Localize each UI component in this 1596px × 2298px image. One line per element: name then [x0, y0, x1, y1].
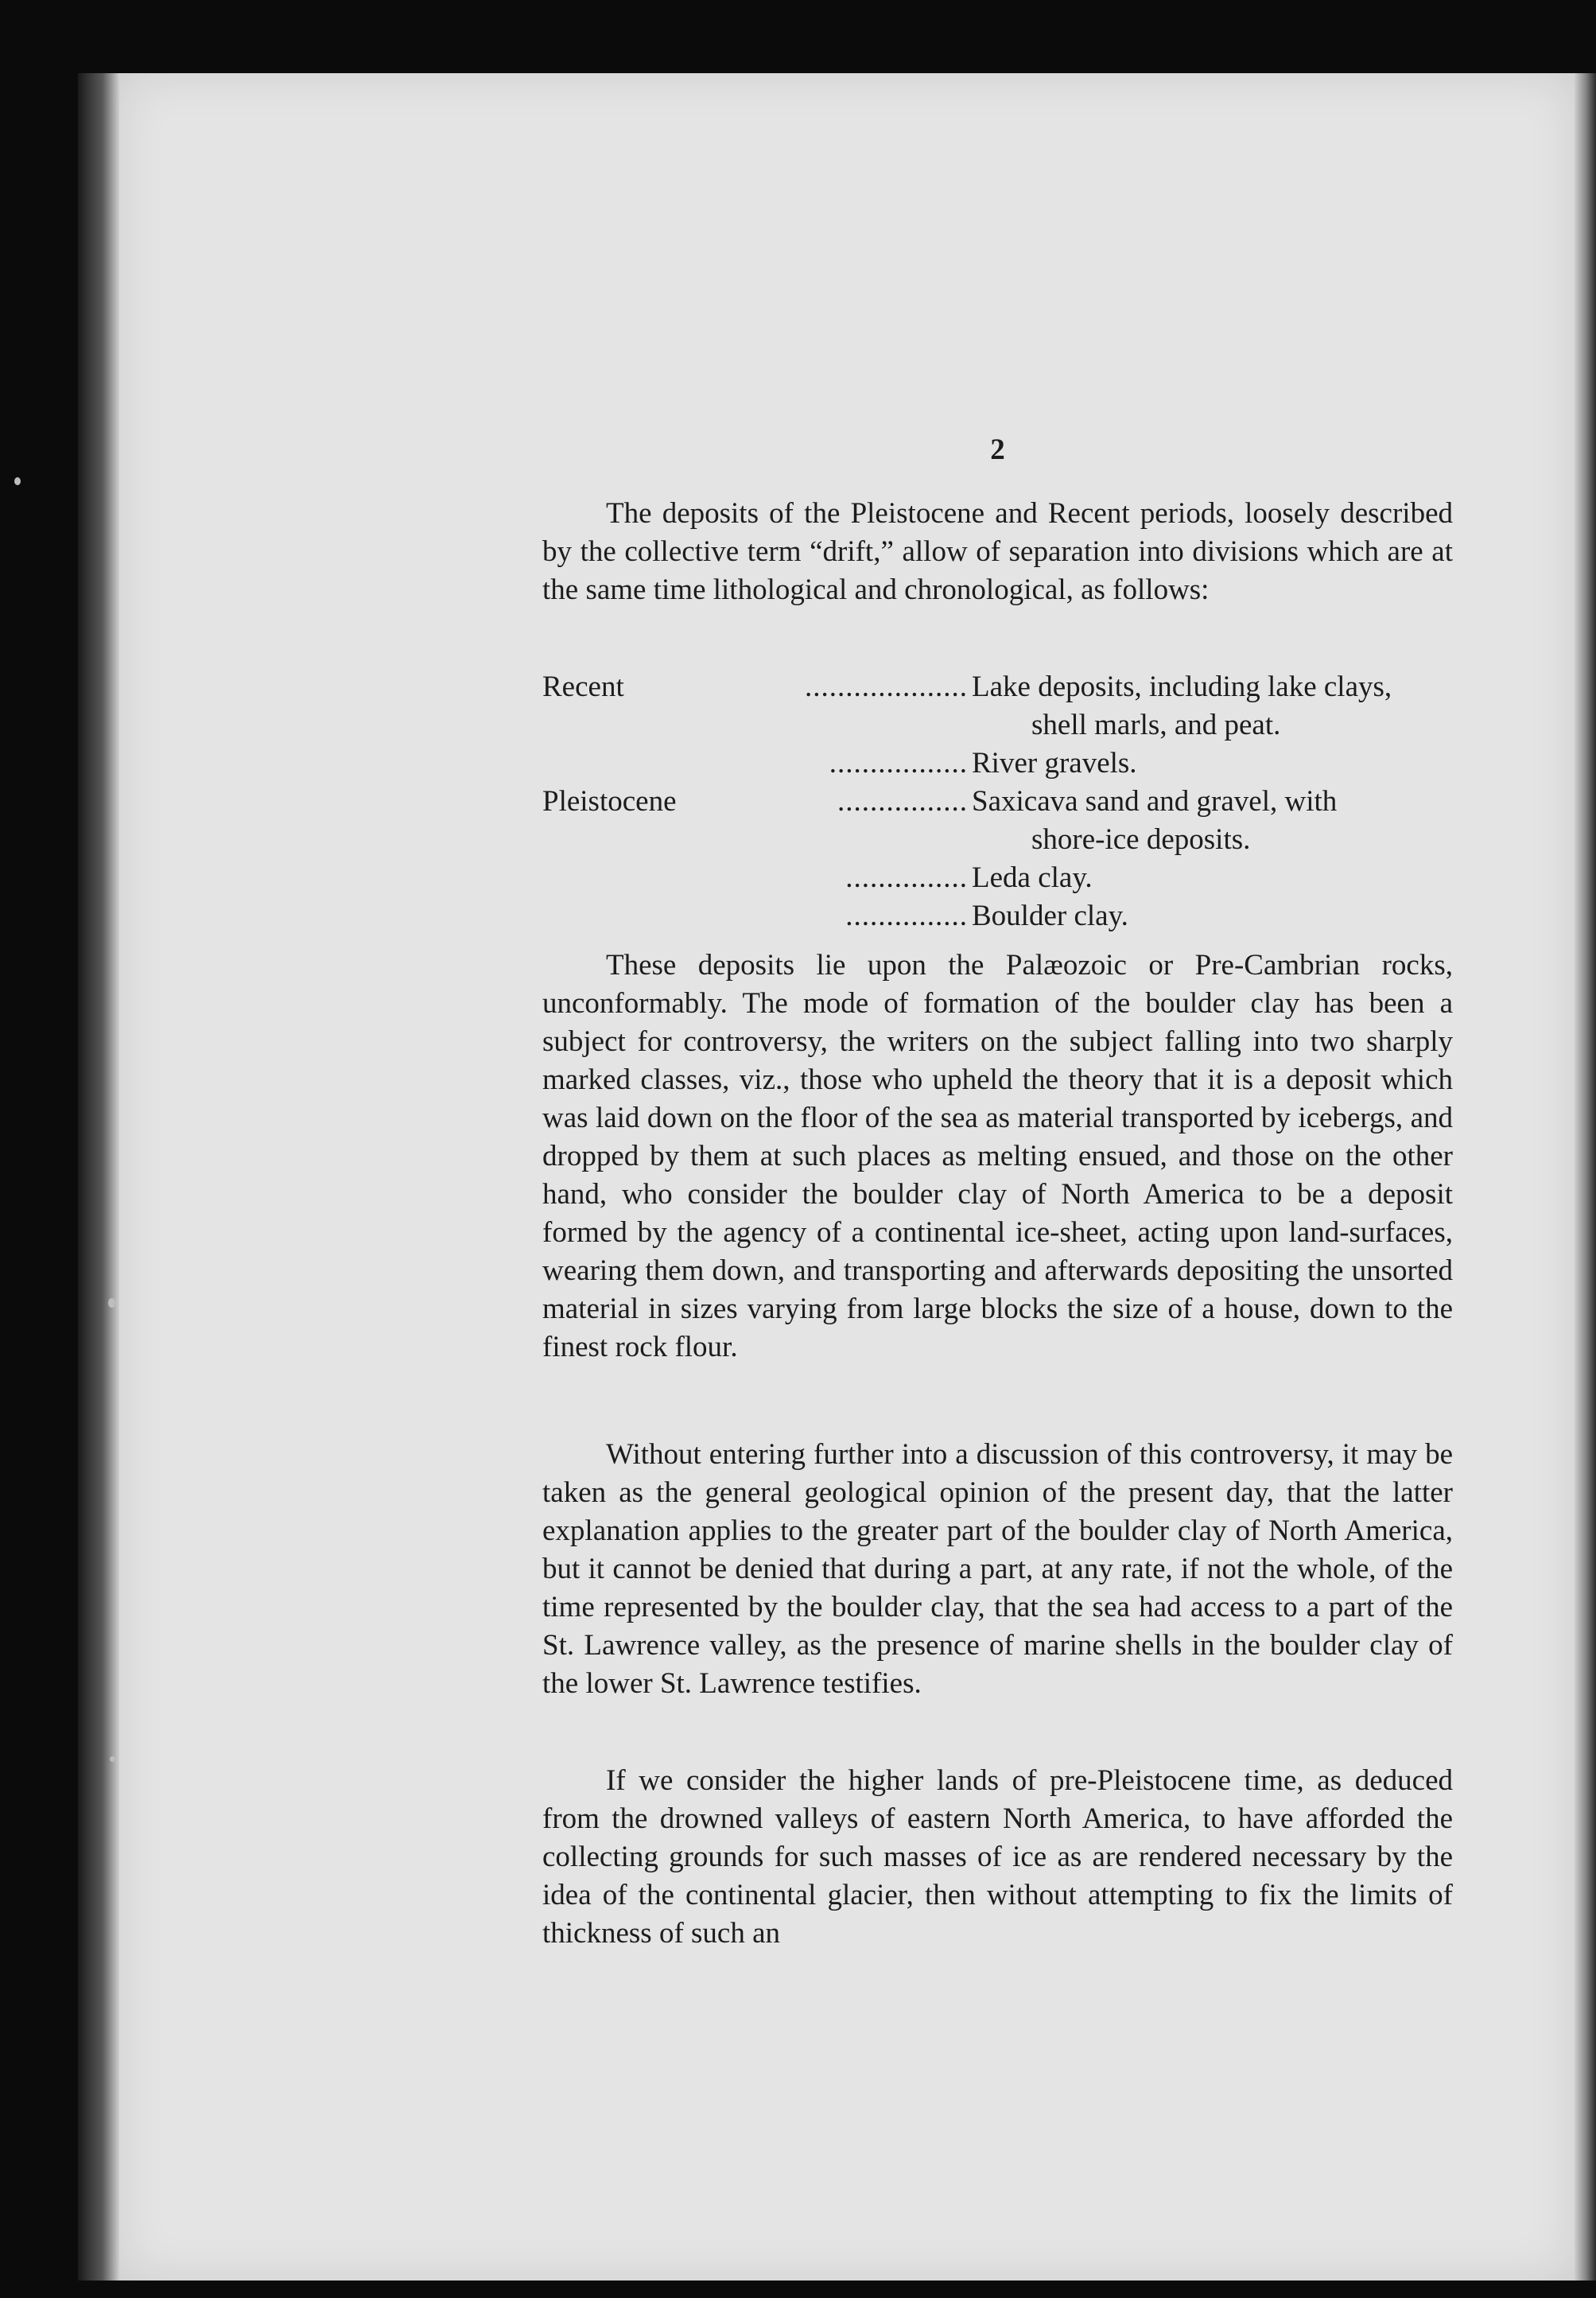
deposit-label: River gravels. [972, 747, 1137, 780]
deposit-label: shore-ice deposits. [1031, 823, 1251, 856]
scan-speck [108, 1298, 115, 1308]
dot-leader: ............... [845, 900, 968, 932]
page-number: 2 [990, 434, 1005, 466]
paragraph-controversy: Without entering further into a discussion of this controversy, it may be taken as the general geological opinion of the present day, that the latter explanation applies to the greater part of the boulder clay of North America, but it cannot be denied that during a part, at any rate, if not the whole, of the time represented by the boulder clay, that the sea had access to a part of the St. Lawrence valley, as the presence of marine shells in the boulder clay of the lower St. Lawrence testifies. [542, 1438, 1453, 1700]
deposit-label: Boulder clay. [972, 900, 1128, 932]
table-row [542, 706, 1453, 745]
dot-leader: .................... [805, 671, 968, 703]
dot-leader: ............... [845, 861, 968, 894]
paragraph-boulder-clay: These deposits lie upon the Palæozoic or Pre-Cambrian rocks, unconformably. The mode of formation of the boulder clay has been a subject for controversy, the writers on the subject falling into two sharply marked classes, viz., those who upheld the theory that it is a deposit which was laid down on the floor of the sea as material transported by icebergs, and dropped by them at such places as melting ensued, and those on the other hand, who consider the boulder clay of North America to be a deposit formed by the agency of a continental ice-sheet, acting upon land-surfaces, wearing them down, and transporting and afterwards depositing the unsorted material in sizes varying from large blocks the size of a house, down to the finest rock flour. [542, 949, 1453, 1363]
deposit-label: Leda clay. [972, 861, 1093, 894]
table-row [542, 745, 1453, 783]
deposit-classification-table [542, 668, 1453, 935]
table-row [542, 783, 1453, 821]
period-label: Recent [542, 671, 624, 703]
period-label: Pleistocene [542, 785, 677, 818]
scanned-page [119, 73, 1575, 2281]
deposit-label: Saxicava sand and gravel, with [972, 785, 1338, 818]
table-row [542, 821, 1453, 859]
dot-leader: ................. [829, 747, 968, 780]
table-row [542, 859, 1453, 897]
deposit-label: Lake deposits, including lake clays, [972, 671, 1392, 703]
page-edge-left [78, 73, 119, 2281]
paragraph-pre-pleistocene: If we consider the higher lands of pre-Pleistocene time, as deduced from the drowned valleys of eastern North America, to have afforded the collecting grounds for such masses of ice as are rendered necessary by the idea of the continental glacier, then without attempting to fix the limits of thickness of such an [542, 1764, 1453, 1950]
dot-leader: ................ [837, 785, 968, 818]
scan-speck [14, 477, 21, 485]
table-row [542, 897, 1453, 935]
paragraph-intro: The deposits of the Pleistocene and Recent periods, loosely described by the collective term “drift,” allow of separation into divisions which are at the same time lithological and chronological, as follows: [542, 497, 1453, 606]
scan-speck [110, 1756, 115, 1762]
deposit-label: shell marls, and peat. [1031, 709, 1281, 741]
page-edge-right [1575, 73, 1596, 2281]
table-row [542, 668, 1453, 706]
